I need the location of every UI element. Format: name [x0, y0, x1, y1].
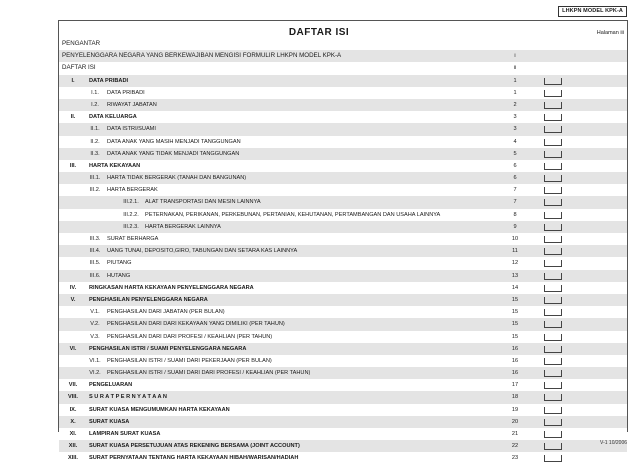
toc-row-page: i — [514, 53, 516, 60]
toc-row-title: PENGHASILAN PENYELENGGARA NEGARA — [89, 296, 208, 303]
toc-row-number: III.2. — [89, 187, 101, 194]
toc-row-page: 18 — [511, 394, 519, 401]
toc-row — [59, 148, 627, 160]
toc-row — [59, 355, 627, 367]
toc-row-title: RIWAYAT JABATAN — [107, 101, 157, 108]
toc-row-title: PETERNAKAN, PERIKANAN, PERKEBUNAN, PERTANIAN, KEHUTANAN, PERTAMBANGAN DAN USAHA LAINNYA — [145, 211, 441, 218]
toc-row-page: 16 — [511, 345, 519, 352]
toc-row-page: 16 — [511, 357, 519, 364]
toc-row-number: III.3. — [89, 236, 101, 242]
toc-row-title: RINGKASAN HARTA KEKAYAAN PENYELENGGARA NEGARA — [89, 284, 254, 291]
toc-row — [59, 245, 627, 257]
jumlah-entry-box[interactable] — [544, 102, 562, 109]
toc-row-page: 7 — [513, 187, 517, 194]
toc-row — [59, 160, 627, 172]
jumlah-entry-box[interactable] — [544, 394, 562, 401]
toc-row-number: III.2.3. — [123, 223, 139, 230]
toc-row-title: PENGHASILAN ISTRI / SUAMI PENYELENGGARA NEGARA — [89, 345, 247, 352]
toc-row-title: HUTANG — [107, 272, 131, 279]
toc-row — [59, 257, 627, 269]
toc-row — [59, 306, 627, 318]
jumlah-entry-box[interactable] — [544, 443, 562, 450]
jumlah-entry-box[interactable] — [544, 151, 562, 158]
toc-row-number: II.1. — [90, 126, 100, 133]
toc-row — [59, 318, 627, 330]
toc-row-title: DATA ANAK YANG TIDAK MENJADI TANGGUNGAN — [107, 150, 240, 157]
jumlah-entry-box[interactable] — [544, 370, 562, 377]
toc-row — [59, 62, 627, 74]
toc-row-title: PENGHASILAN DARI DARI KEKAYAAN YANG DIMILIKI (PER TAHUN) — [107, 321, 285, 328]
toc-row — [59, 294, 627, 306]
jumlah-entry-box[interactable] — [544, 260, 562, 267]
toc-row-title: PENGHASILAN DARI DARI PROFESI / KEAHLIAN (PER TAHUN) — [107, 333, 273, 340]
toc-row-number: VIII. — [68, 394, 78, 401]
jumlah-entry-box[interactable] — [544, 419, 562, 426]
toc-row-page: 17 — [511, 382, 519, 389]
toc-row-title: PENGANTAR — [62, 40, 101, 47]
toc-row-number: V.3. — [90, 333, 100, 340]
toc-row-page: 15 — [511, 309, 519, 316]
toc-row — [59, 343, 627, 355]
toc-row — [59, 270, 627, 282]
jumlah-entry-box[interactable] — [544, 139, 562, 146]
toc-row — [59, 391, 627, 403]
jumlah-entry-box[interactable] — [544, 114, 562, 121]
jumlah-entry-box[interactable] — [544, 297, 562, 304]
toc-row-number: XII. — [68, 443, 78, 450]
toc-row-number: VI.2. — [89, 370, 101, 377]
jumlah-entry-box[interactable] — [544, 212, 562, 219]
toc-row-number: I.1. — [91, 89, 99, 96]
toc-row — [59, 282, 627, 294]
toc-row-page: 6 — [513, 175, 517, 182]
toc-row — [59, 416, 627, 428]
toc-row-title: SURAT PERNYATAAN TENTANG HARTA KEKAYAAN HIBAH/WARISAN/HADIAH — [89, 455, 299, 462]
jumlah-entry-box[interactable] — [544, 187, 562, 194]
toc-row — [59, 452, 627, 464]
toc-row-title: PIUTANG — [107, 260, 132, 267]
toc-row — [59, 184, 627, 196]
toc-row — [59, 136, 627, 148]
toc-row-page: 6 — [513, 162, 517, 169]
toc-row-title: PENGHASILAN DARI JABATAN (PER BULAN) — [107, 309, 225, 316]
jumlah-entry-box[interactable] — [544, 358, 562, 365]
toc-row-page: 2 — [513, 101, 517, 108]
toc-row-number: XIII. — [68, 455, 78, 462]
toc-row-title: DAFTAR ISI — [62, 64, 96, 72]
jumlah-entry-box[interactable] — [544, 236, 562, 243]
toc-row-title: LAMPIRAN SURAT KUASA — [89, 431, 161, 437]
toc-row — [59, 331, 627, 343]
toc-row-page: 12 — [511, 260, 519, 267]
jumlah-entry-box[interactable] — [544, 334, 562, 341]
toc-row — [59, 38, 627, 50]
toc-row-page: 20 — [511, 418, 519, 425]
jumlah-entry-box[interactable] — [544, 285, 562, 292]
toc-row-page: 1 — [513, 77, 517, 84]
toc-row-number: III. — [69, 162, 77, 169]
toc-row-number: I. — [71, 77, 75, 84]
toc-row-page: 13 — [511, 272, 519, 279]
jumlah-entry-box[interactable] — [544, 224, 562, 231]
jumlah-entry-box[interactable] — [544, 431, 562, 438]
toc-row — [59, 440, 627, 452]
toc-row-number: X. — [70, 418, 76, 425]
toc-row-title: UANG TUNAI, DEPOSITO,GIRO, TABUNGAN DAN SETARA KAS LAINNYA — [107, 248, 298, 255]
version-label: V-1 10/2006 — [600, 440, 627, 446]
table-of-contents — [59, 38, 627, 465]
jumlah-entry-box[interactable] — [544, 90, 562, 97]
toc-row-number: II.2. — [90, 138, 100, 145]
toc-row-title: DATA KELUARGA — [89, 114, 137, 121]
toc-row-page: 23 — [511, 455, 519, 462]
toc-row-title: PENYELENGGARA NEGARA YANG BERKEWAJIBAN MENGISI FORMULIR LHKPN MODEL KPK-A — [62, 52, 342, 60]
toc-row — [59, 111, 627, 123]
toc-row-title: DATA ISTRI/SUAMI — [107, 126, 156, 133]
jumlah-entry-box[interactable] — [544, 78, 562, 85]
jumlah-entry-box[interactable] — [544, 199, 562, 206]
toc-row-number: IX. — [69, 406, 77, 413]
toc-row — [59, 379, 627, 391]
toc-row-number: II. — [70, 114, 76, 121]
toc-row — [59, 50, 627, 62]
toc-row-page: 3 — [513, 114, 517, 121]
toc-row-number: III.6. — [89, 272, 101, 279]
toc-row-title: PENGHASILAN ISTRI / SUAMI DARI PEKERJAAN (PER BULAN) — [107, 357, 272, 364]
toc-row-page: 5 — [513, 150, 517, 157]
toc-row-number: V.1. — [90, 309, 100, 316]
jumlah-entry-box[interactable] — [544, 382, 562, 389]
jumlah-entry-box[interactable] — [544, 126, 562, 133]
toc-row-number: VI.1. — [89, 357, 101, 364]
toc-row-title: DATA PRIBADI — [89, 77, 129, 84]
toc-row-page: 22 — [511, 443, 519, 450]
jumlah-entry-box[interactable] — [544, 248, 562, 255]
toc-row — [59, 172, 627, 184]
toc-row-page: 21 — [511, 431, 519, 437]
toc-row-page: 15 — [511, 333, 519, 340]
toc-row — [59, 221, 627, 233]
jumlah-entry-box[interactable] — [544, 407, 562, 414]
toc-row — [59, 196, 627, 208]
page-title: DAFTAR ISI — [288, 27, 350, 38]
jumlah-entry-box[interactable] — [544, 455, 562, 462]
toc-row-title: SURAT KUASA PERSETUJUAN ATAS REKENING BERSAMA (JOINT ACCOUNT) — [89, 443, 300, 450]
toc-row-title: S U R A T P E R N Y A T A A N — [89, 394, 167, 401]
toc-row-title: PENGHASILAN ISTRI / SUAMI DARI DARI PROFESI / KEAHLIAN (PER TAHUN) — [107, 370, 311, 377]
toc-row-page: 3 — [513, 126, 517, 133]
toc-row-page: 8 — [513, 211, 517, 218]
toc-row-title: ALAT TRANSPORTASI DAN MESIN LAINNYA — [145, 199, 261, 206]
jumlah-entry-box[interactable] — [544, 346, 562, 353]
toc-row-number: III.2.1. — [123, 199, 139, 206]
toc-row — [59, 75, 627, 87]
jumlah-entry-box[interactable] — [544, 163, 562, 170]
jumlah-entry-box[interactable] — [544, 175, 562, 182]
toc-row-title: HARTA BERGERAK LAINNYA — [145, 223, 221, 230]
toc-row — [59, 99, 627, 111]
toc-row-number: III.2.2. — [123, 211, 139, 218]
toc-row — [59, 123, 627, 135]
toc-row — [59, 404, 627, 416]
toc-row-page: 9 — [513, 223, 517, 230]
toc-row — [59, 367, 627, 379]
toc-row — [59, 209, 627, 221]
toc-row-page: ii — [513, 65, 517, 72]
page-number-label: Halaman iii — [596, 30, 624, 36]
toc-row-number: V. — [70, 296, 76, 303]
toc-row-number: I.2. — [91, 101, 99, 108]
jumlah-entry-box[interactable] — [544, 309, 562, 316]
toc-row-title: DATA PRIBADI — [107, 89, 145, 96]
toc-row-number: IV. — [69, 284, 77, 291]
toc-row-page: 10 — [511, 236, 519, 242]
toc-row-title: HARTA BERGERAK — [107, 187, 158, 194]
toc-row-number: VII. — [68, 382, 78, 389]
toc-row-page: 7 — [513, 199, 517, 206]
toc-row — [59, 428, 627, 440]
jumlah-entry-box[interactable] — [544, 321, 562, 328]
form-model-badge: LHKPN MODEL KPK-A — [558, 6, 627, 17]
toc-row-page: 19 — [511, 406, 519, 413]
toc-row — [59, 87, 627, 99]
toc-row-number: III.4. — [89, 248, 101, 255]
toc-row-number: V.2. — [90, 321, 100, 328]
toc-row-number: II.3. — [90, 150, 100, 157]
toc-row-page: 16 — [511, 370, 519, 377]
toc-row-page: 1 — [513, 89, 517, 96]
toc-row-number: XI. — [69, 431, 77, 437]
toc-row — [59, 233, 627, 245]
toc-row-title: HARTA TIDAK BERGERAK (TANAH DAN BANGUNAN) — [107, 175, 247, 182]
toc-row-title: SURAT BERHARGA — [107, 236, 159, 242]
toc-row-page: 11 — [512, 248, 518, 255]
toc-row-page: 15 — [511, 321, 519, 328]
toc-row-number: III.1. — [89, 175, 101, 182]
toc-row-title: DATA ANAK YANG MASIH MENJADI TANGGUNGAN — [107, 138, 241, 145]
toc-row-number: III.5. — [89, 260, 101, 267]
toc-row-number: VI. — [69, 345, 77, 352]
toc-row-page: 14 — [511, 284, 519, 291]
toc-row-title: PENGELUARAN — [89, 382, 133, 389]
toc-row-page: 15 — [511, 296, 519, 303]
jumlah-entry-box[interactable] — [544, 273, 562, 280]
toc-row-title: SURAT KUASA MENGUMUMKAN HARTA KEKAYAAN — [89, 406, 230, 413]
toc-row-title: HARTA KEKAYAAN — [89, 162, 141, 169]
toc-row-title: SURAT KUASA — [89, 418, 130, 425]
toc-row-page: 4 — [513, 138, 517, 145]
